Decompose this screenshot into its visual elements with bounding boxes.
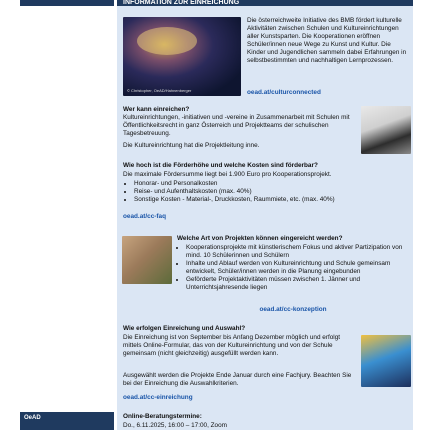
funding-link[interactable]: oead.at/cc-faq [123,213,166,220]
info-panel [117,0,413,430]
submission-heading: Wie erfolgen Einreichung und Auswahl? [123,325,246,332]
intro-text: Die österreichweite Initiative des BMB fördert kulturelle Aktivitäten zwischen Schulen und Kultureinrichtungen aller Kunstsparten. Die Kooperationen eröffnen Schüler/innen neue Wege zu Kunst und Kultur. Die Kinder und Jugendlichen sammeln dabei Erfahrungen in selbstbestimmten und nachhaltigen Lernprozessen. [247,17,407,64]
projects-item: • Geförderte Projektaktivitäten müssen zwischen 1. Jänner und Unterrichtsjahresende liegen [186,276,413,292]
projects-heading: Welche Art von Projekten können eingereicht werden? [177,235,343,242]
intro-image-caption: © Christopher, OeAD/Hahnenberger [127,88,192,93]
projects-link[interactable]: oead.at/cc-konzeption [259,306,327,313]
panel-header [117,0,413,6]
game-image [361,335,411,387]
funding-list [125,180,413,204]
panel-title: INFORMATION ZUR EINREICHUNG [123,0,240,6]
who-text: Kultureinrichtungen, -initiativen und -vereine in Zusammenarbeit mit Schulen mit Öffentlichkeitsrecht in ganz Österreich und Projektteams der schulischen Tagesbetreuung. [123,114,350,137]
funding-intro: Die maximale Fördersumme liegt bei 1.900 Euro pro Kooperationsprojekt. [123,171,332,178]
left-column [20,0,114,430]
funding-item: • Sonstige Kosten - Material-, Druckkosten, Raummiete, etc. (max. 40%) [134,196,413,204]
laptop-image [361,106,411,154]
submission-text: Die Einreichung ist von September bis Anfang Dezember möglich und erfolgt mittels Online-Formular, das von der Kultureinrichtung und von der Schule gemeinsam (nicht gleichzeitig) ausgefüllt werden kann. [123,334,341,357]
projects-item: • Kooperationsprojekte mit künstlerischem Fokus und aktiver Partizipation von mind. 10 Schülerinnen und Schülern [186,244,413,260]
intro-link[interactable]: oead.at/culturconnected [247,89,321,96]
projects-item: • Inhalte und Ablauf werden von Kultureinrichtung und Schule gemeinsam entwickelt, Schüler/innen werden in die Planung eingebunden [186,260,413,276]
left-top-bar [20,0,114,6]
who-heading: Wer kann einreichen? [123,106,190,113]
consulting-date: Do., 6.11.2025, 16:00 – 17:00, Zoom [123,422,227,429]
funding-item: • Reise- und Aufenthaltskosten (max. 40%) [134,188,413,196]
who-note: Die Kultureinrichtung hat die Projektleitung inne. [123,142,260,149]
footer-label: OeAD [24,415,41,421]
consulting-heading: Online-Beratungstermine: [123,413,202,420]
funding-item: • Honorar- und Personalkosten [134,180,413,188]
projects-list [177,244,413,292]
left-footer-bar [20,412,114,430]
submission-link[interactable]: oead.at/cc-einreichung [123,394,193,401]
selection-text: Ausgewählt werden die Projekte Ende Januar durch eine Fachjury. Beachten Sie bei der Einreichung die Auswahlkriterien. [123,372,352,387]
funding-heading: Wie hoch ist die Förderhöhe und welche Kosten sind förderbar? [123,162,318,169]
music-image [122,236,172,284]
intro-image [123,17,241,96]
